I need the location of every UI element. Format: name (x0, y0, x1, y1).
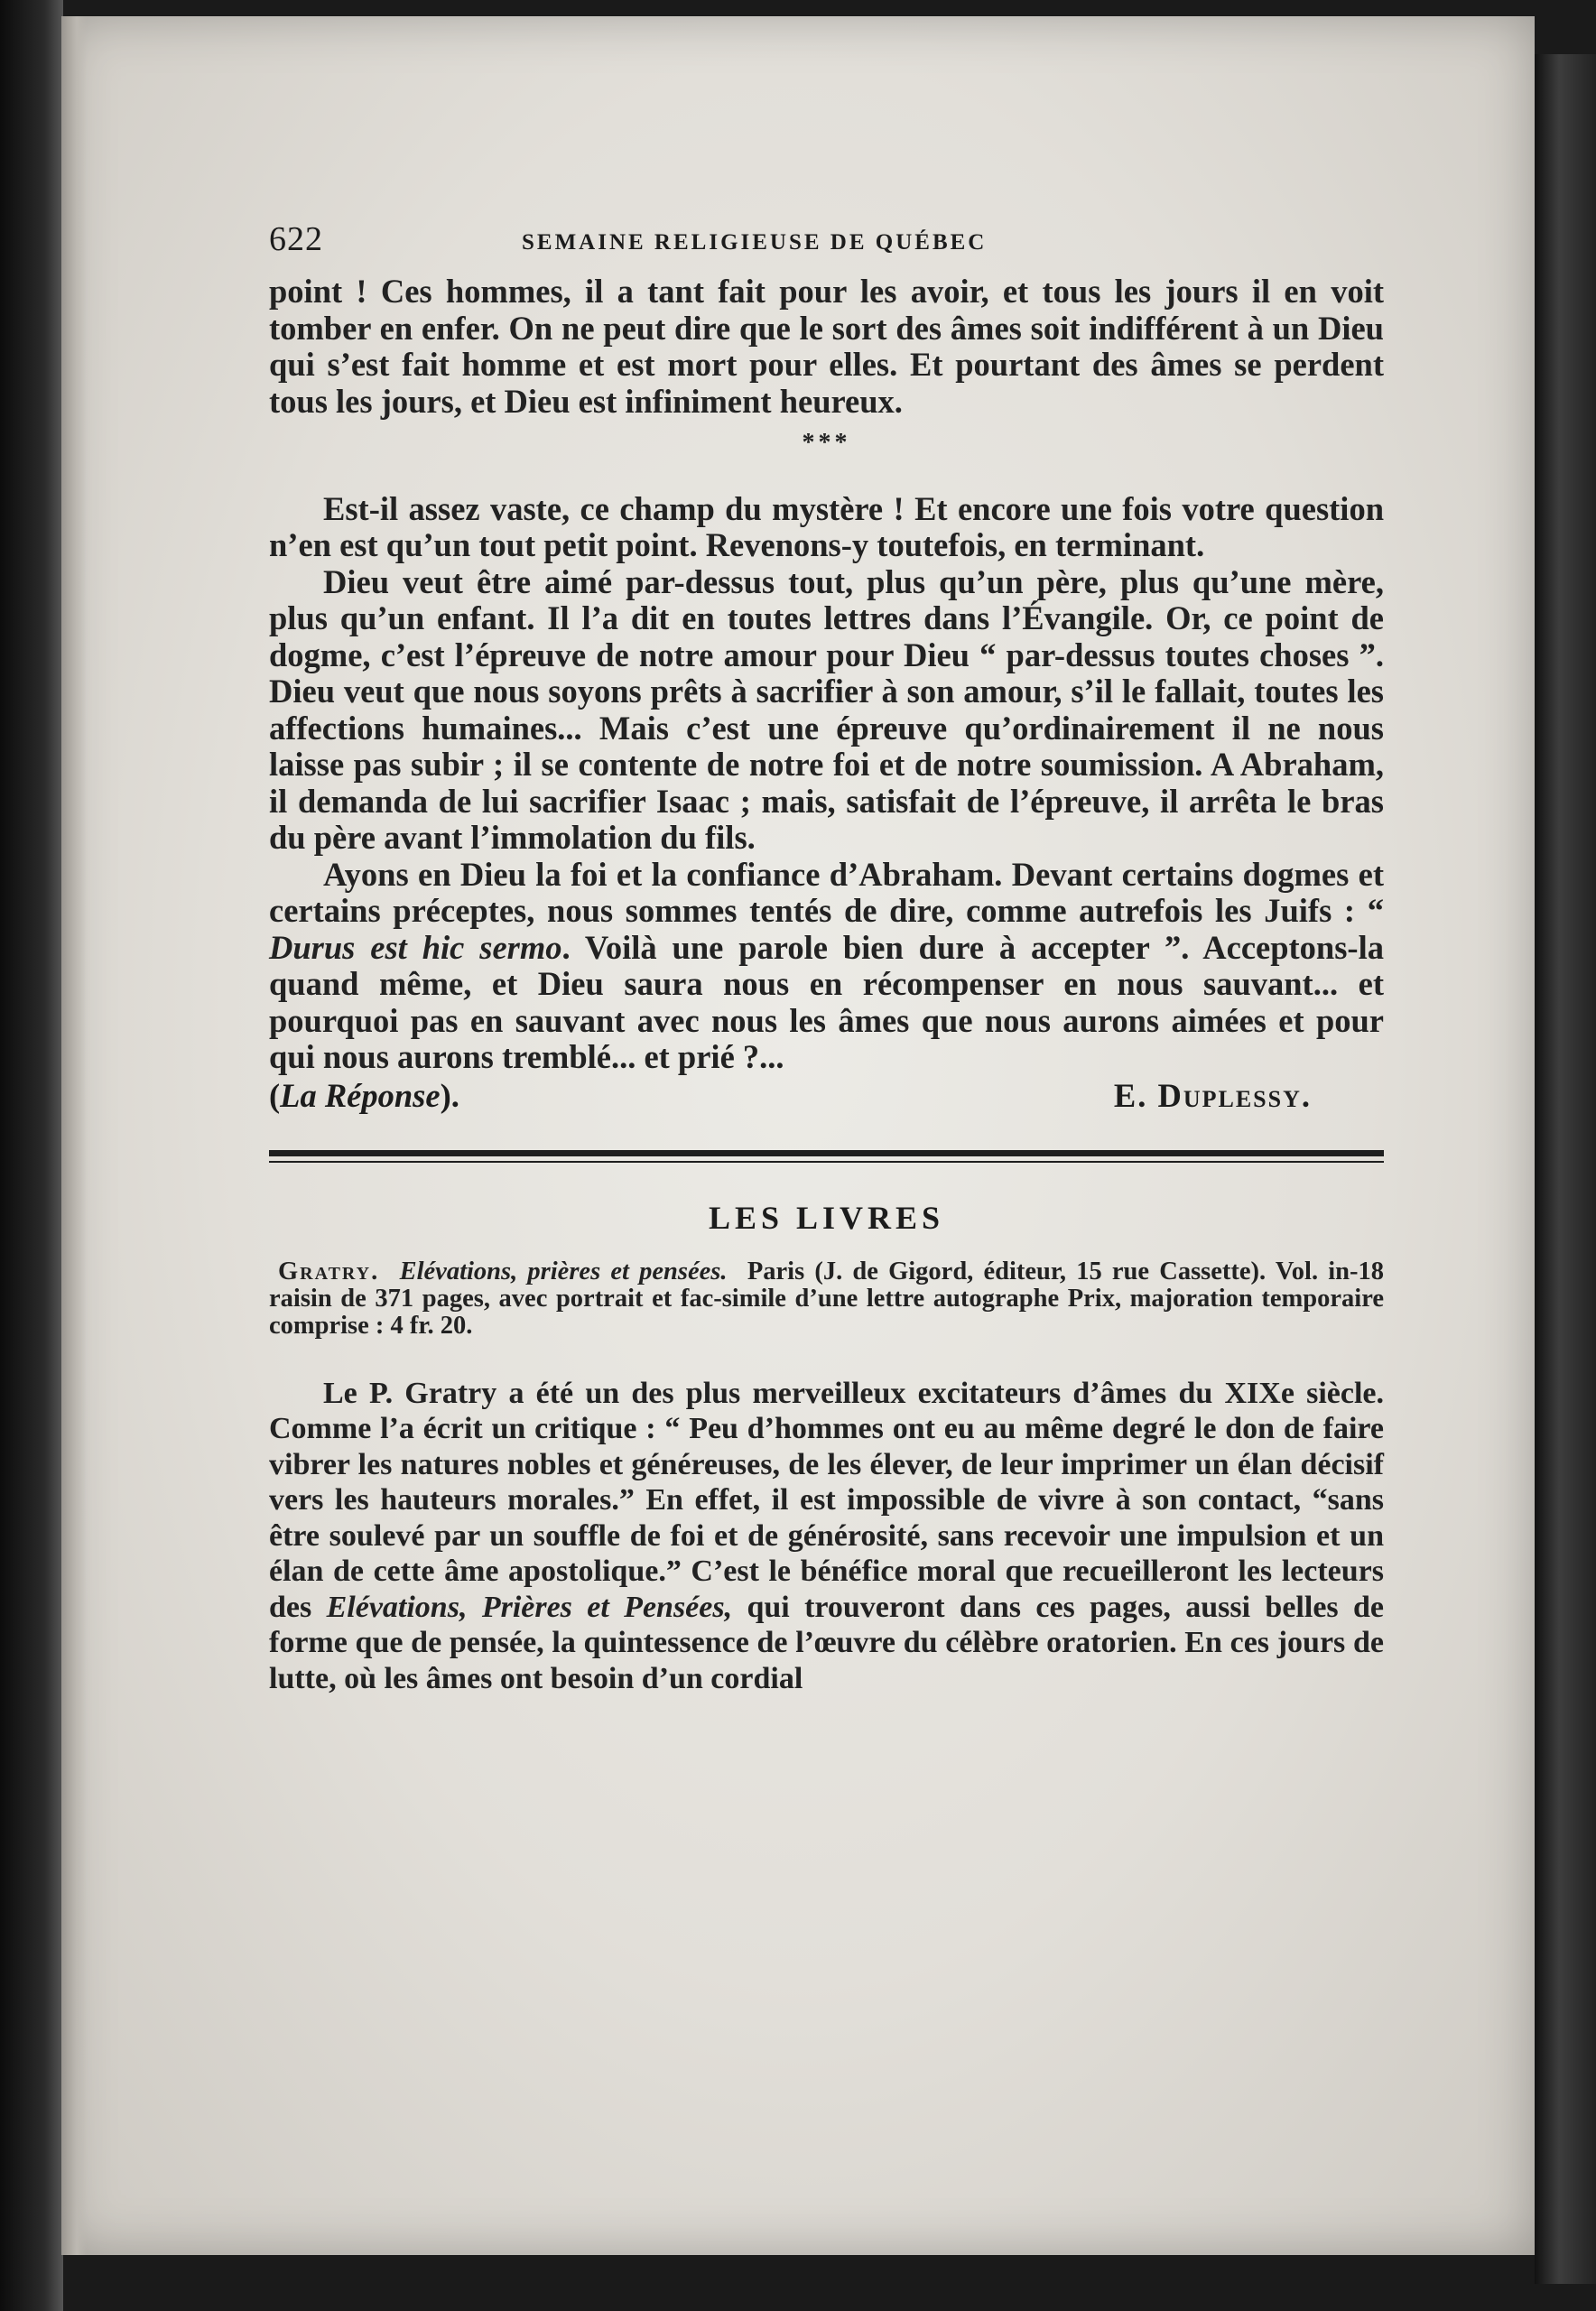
article-author: E. Duplessy. (1113, 1076, 1312, 1114)
scan-left-edge (0, 0, 63, 2311)
signature-line (269, 1076, 1384, 1112)
article-body (269, 274, 1384, 1076)
paragraph-4-end: . Voilà une parole bien dure à accepter ”. Acceptons-la quand même, et Dieu saura nous en récompenser en nous sauvant... et pourquoi pas en sauvant avec nous les âmes que nous aurons aimées et pour qui nous aurons tremblé... et prié ?... (269, 928, 1384, 1075)
source-close: ). (440, 1076, 459, 1114)
running-head (269, 219, 1384, 274)
article-source (269, 1076, 459, 1115)
review-start: Le P. Gratry a été un des plus merveilleux excitateurs d’âmes du XIXe siècle. Comme l’a écrit un critique : “ Peu d’hommes ont eu au même degré le don de faire vibrer les natures nobles et généreuses, de les élever, de leur imprimer un élan décisif vers les hauteurs morales.” En effet, il est impossible de vivre à son contact, “sans être soulevé par un souffle de foi et de générosité, sans recevoir une impulsion et un élan de cette âme apostolique.” C’est le bénéfice moral que recueilleront les lecteurs des (269, 1376, 1384, 1624)
book-title: Elévations, prières et pensées. (399, 1257, 728, 1285)
latin-quote: Durus est hic sermo (269, 928, 562, 966)
page-content (269, 219, 1384, 1696)
books-heading: LES LIVRES (708, 1199, 945, 1236)
paragraph-1: point ! Ces hommes, il a tant fait pour les avoir, et tous les jours il en voit tomber en enfer. On ne peut dire que le sort des âmes soit indifférent à un Dieu qui s’est fait homme et est mort pour elles. Et pourtant des âmes se perdent tous les jours, et Dieu est infiniment heureux. (269, 273, 1384, 420)
paragraph-2: Est-il assez vaste, ce champ du mystère ! Et encore une fois votre question n’en est qu’un tout petit point. Revenons-y toutefois, en terminant. (269, 489, 1384, 563)
source-open: ( (269, 1076, 281, 1114)
rule-thin (269, 1161, 1384, 1163)
book-review (269, 1376, 1384, 1697)
double-rule-divider (269, 1150, 1384, 1163)
journal-title: SEMAINE RELIGIEUSE DE QUÉBEC (522, 230, 988, 255)
book-entry (269, 1258, 1384, 1340)
book-details: Paris (J. de Gigord, éditeur, 15 rue Cassette). Vol. in-18 raisin de 371 pages, avec portrait et fac-simile d’une lettre autographe Prix, majoration temporaire comprise : 4 fr. 20. (269, 1257, 1385, 1340)
review-paragraph (269, 1376, 1384, 1697)
source-title: La Réponse (280, 1076, 441, 1114)
review-book-title: Elévations, Prières et Pensées, (326, 1590, 733, 1624)
rule-thick (269, 1150, 1384, 1156)
section-separator: *** (802, 429, 851, 457)
book-author: Gratry. (278, 1257, 380, 1285)
paragraph-4-start: Ayons en Dieu la foi et la confiance d’Abraham. Devant certains dogmes et certains préceptes, nous sommes tentés de dire, comme autrefois les Juifs : “ (269, 855, 1384, 929)
page-number: 622 (269, 220, 323, 258)
review-end: qui trouveront dans ces pages, aussi belles de forme que de pensée, la quintessence de l’œuvre du célèbre oratorien. En ces jours de lutte, où les âmes ont besoin d’un cordial (269, 1590, 1385, 1695)
paragraph-3: Dieu veut être aimé par-dessus tout, plus qu’un père, plus qu’une mère, plus qu’un enfant. Il l’a dit en toutes lettres dans l’Évangile. Or, ce point de dogme, c’est l’épreuve de notre amour pour Dieu “ par-dessus toutes choses ”. Dieu veut que nous soyons prêts à sacrifier à son amour, s’il le fallait, toutes les affections humaines... Mais c’est une épreuve qu’ordinairement il ne nous laisse pas subir ; il se contente de notre foi et de notre soumission. A Abraham, il demanda de lui sacrifier Isaac ; mais, satisfait de l’épreuve, il arrêta le bras du père avant l’immolation du fils. (269, 562, 1384, 856)
book-page (61, 16, 1535, 2255)
scan-right-edge (1535, 54, 1596, 2284)
paragraph-4 (269, 857, 1384, 1076)
